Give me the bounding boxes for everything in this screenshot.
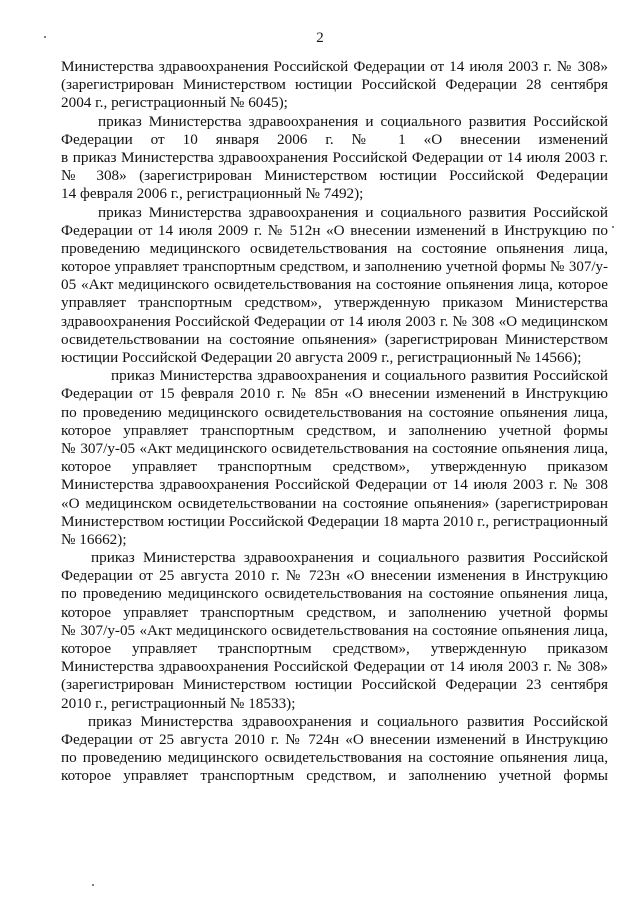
- text-line: № 308» (зарегистрирован Министерством юстиции Российской Федерации: [61, 167, 608, 185]
- text-line: Федерации от 25 августа 2010 г. № 724н «О внесении изменений в Инструкцию: [61, 730, 608, 748]
- text-line: которое управляет транспортным средством», утвержденную приказом: [61, 458, 608, 476]
- text-line: освидетельствовании на состояние опьянения» (зарегистрирован Министерством: [61, 330, 608, 348]
- text-line: которое управляет транспортным средством», утвержденную приказом: [61, 640, 608, 657]
- text-line: которое управляет транспортным средством, и заполнению учетной формы № 307/у-: [61, 259, 608, 276]
- scan-speck: [92, 884, 94, 886]
- text-line: приказ Министерства здравоохранения и социального развития Российской: [91, 549, 608, 567]
- text-line: в приказ Министерства здравоохранения Российской Федерации от 14 июля 2003 г.: [61, 148, 608, 166]
- text-line: приказ Министерства здравоохранения и социального развития Российской: [88, 712, 608, 730]
- text-line: Министерства здравоохранения Российской Федерации от 14 июля 2003 г. № 308: [61, 476, 608, 494]
- text-line: которое управляет транспортным средством, и заполнению учетной формы: [61, 421, 608, 439]
- text-line: по проведению медицинского освидетельствования на состояние опьянения лица,: [61, 585, 608, 603]
- text-line: проведению медицинского освидетельствования на состояние опьянения лица,: [61, 239, 608, 257]
- text-line: Министерства здравоохранения Российской Федерации от 14 июля 2003 г. № 308»: [61, 58, 608, 75]
- text-line: которое управляет транспортным средством, и заполнению учетной формы: [61, 603, 608, 621]
- text-line: приказ Министерства здравоохранения и социального развития Российской: [98, 203, 608, 221]
- text-line: Министерством юстиции Российской Федерации 18 марта 2010 г., регистрационный: [61, 512, 609, 530]
- document-body: [61, 58, 608, 786]
- text-line: № 16662);: [61, 530, 127, 548]
- scan-speck: [44, 36, 46, 38]
- page-number: 2: [316, 30, 324, 46]
- text-line: Федерации от 10 января 2006 г. № 1 «О внесении изменений: [61, 130, 608, 148]
- text-line: по проведению медицинского освидетельствования на состояние опьянения лица,: [61, 403, 608, 421]
- scan-speck: [612, 226, 614, 228]
- text-line: № 307/у-05 «Акт медицинского освидетельствования на состояние опьянения лица,: [61, 439, 608, 457]
- text-line: управляет транспортным средством», утвержденную приказом Министерства: [61, 294, 608, 312]
- text-line: № 307/у-05 «Акт медицинского освидетельствования на состояние опьянения лица,: [61, 621, 608, 639]
- text-line: «О медицинском освидетельствовании на состояние опьянения» (зарегистрирован: [61, 494, 608, 512]
- text-line: приказ Министерства здравоохранения и социального развития Российской: [111, 367, 608, 385]
- text-line: 2010 г., регистрационный № 18533);: [61, 694, 296, 712]
- text-line: Федерации от 15 февраля 2010 г. № 85н «О внесении изменений в Инструкцию: [61, 385, 608, 403]
- text-line: 05 «Акт медицинского освидетельствования на состояние опьянения лица, которое: [61, 276, 608, 294]
- text-line: Федерации от 25 августа 2010 г. № 723н «О внесении изменения в Инструкцию: [61, 567, 608, 585]
- text-line: юстиции Российской Федерации 20 августа 2009 г., регистрационный № 14566);: [61, 349, 582, 366]
- text-line: (зарегистрирован Министерством юстиции Российской Федерации 23 сентября: [61, 676, 608, 694]
- text-line: по проведению медицинского освидетельствования на состояние опьянения лица,: [61, 749, 608, 767]
- text-line: (зарегистрирован Министерством юстиции Российской Федерации 28 сентября: [61, 76, 608, 94]
- text-line: Министерства здравоохранения Российской Федерации от 14 июля 2003 г. № 308»: [61, 658, 608, 676]
- text-line: приказ Министерства здравоохранения и социального развития Российской: [98, 112, 608, 130]
- text-line: 2004 г., регистрационный № 6045);: [61, 94, 288, 112]
- text-line: Федерации от 14 июля 2009 г. № 512н «О внесении изменений в Инструкцию по: [61, 221, 608, 239]
- text-line: здравоохранения Российской Федерации от 14 июля 2003 г. № 308 «О медицинском: [61, 312, 608, 330]
- text-line: 14 февраля 2006 г., регистрационный № 7492);: [61, 185, 364, 203]
- text-line: которое управляет транспортным средством, и заполнению учетной формы: [61, 767, 608, 785]
